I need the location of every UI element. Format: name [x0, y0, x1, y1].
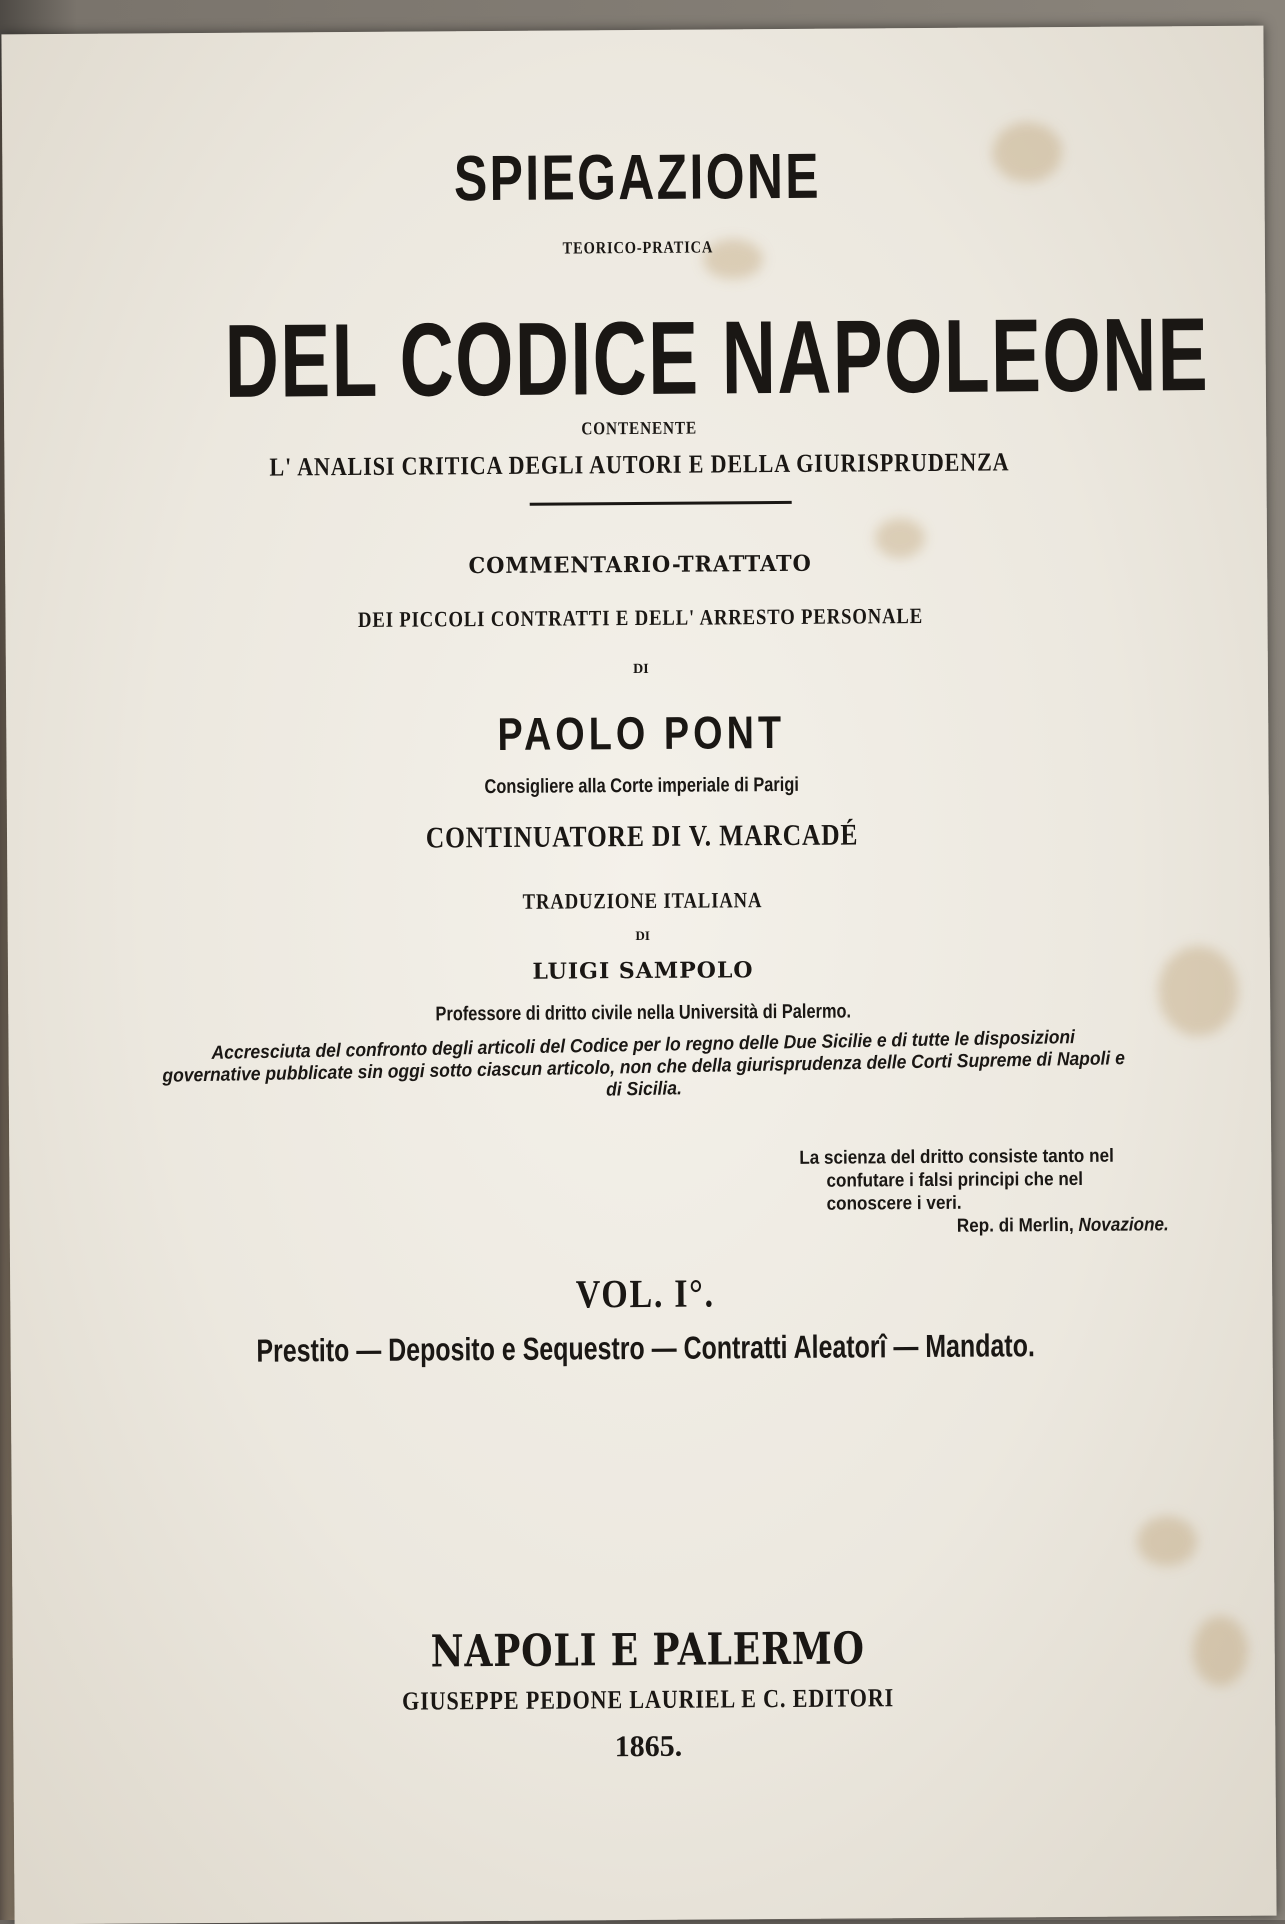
continuator-line: CONTINUATORE DI V. MARCADÉ	[425, 818, 859, 855]
epigraph-source-work: Novazione.	[1078, 1214, 1169, 1236]
publication-year: 1865.	[614, 1729, 683, 1764]
title-page	[1, 26, 1276, 1924]
epigraph-line: conoscere i veri.	[826, 1192, 962, 1215]
volume-number: VOL. I°.	[575, 1270, 715, 1317]
translator-name: LUIGI SAMPOLO	[532, 957, 754, 985]
volume-contents: Prestito — Deposito e Sequestro — Contratti Aleatorî — Mandato.	[256, 1327, 1035, 1369]
title: SPIEGAZIONE	[453, 139, 822, 215]
containing-label: CONTENENTE	[581, 417, 698, 439]
page-content	[61, 26, 1224, 1924]
epigraph-source	[800, 1213, 1196, 1239]
author-name: PAOLO PONT	[497, 705, 786, 760]
author-role: Consigliere alla Corte imperiale di Parigi	[484, 773, 799, 799]
divider-rule	[530, 501, 792, 506]
commentary-line: COMMENTARIO-TRATTATO	[468, 550, 812, 580]
contracts-line: DEI PICCOLI CONTRATTI E DELL' ARRESTO PERSONALE	[357, 603, 924, 632]
publisher: GIUSEPPE PEDONE LAURIEL E C. EDITORI	[401, 1683, 895, 1716]
by-label-translator: DI	[635, 927, 650, 944]
imprint-city: NAPOLI E PALERMO	[430, 1623, 866, 1678]
epigraph	[799, 1144, 1196, 1239]
main-title: DEL CODICE NAPOLEONE	[224, 297, 1210, 420]
by-label: DI	[633, 661, 649, 678]
epigraph-line: confutare i falsi principi che nel	[826, 1168, 1084, 1192]
subtitle: TEORICO-PRATICA	[562, 237, 714, 258]
augmentation-note: Accresciuta del confronto degli articoli del Codice per lo regno delle Due Sicilie e di tutte le disposizioni governative pubblicate sin oggi sotto ciascun articolo, non che della giurisprudenza delle Corti Supreme di Napoli e di Sicilia.	[162, 1027, 1126, 1101]
analysis-line: L' ANALISI CRITICA DEGLI AUTORI E DELLA GIURISPRUDENZA	[269, 447, 1010, 482]
epigraph-source-prefix: Rep. di Merlin,	[956, 1214, 1079, 1237]
epigraph-line: La scienza del dritto consiste tanto nel	[799, 1145, 1114, 1169]
translator-role: Professore di dritto civile nella Università di Palermo.	[435, 1000, 852, 1026]
translation-line: TRADUZIONE ITALIANA	[522, 887, 763, 914]
